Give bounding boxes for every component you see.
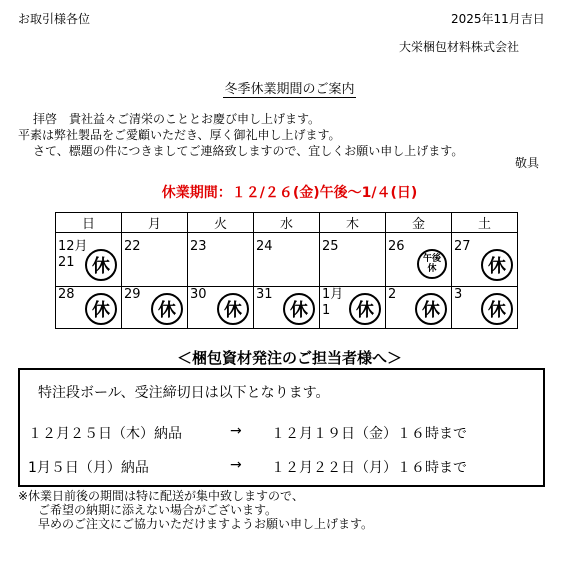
day-cell (56, 233, 122, 287)
arrow-2: → (230, 457, 242, 473)
day-cell (188, 287, 254, 329)
day-number: 3 (454, 287, 463, 302)
weekday-wed: 水 (254, 213, 320, 233)
calendar-week-2 (56, 287, 518, 329)
holiday-stamp: 休 (415, 293, 447, 325)
holiday-stamp: 休 (283, 293, 315, 325)
day-cell (254, 287, 320, 329)
deadline-intro: 特注段ボール、受注締切日は以下となります。 (38, 385, 330, 401)
day-cell (452, 287, 518, 329)
day-cell (320, 287, 386, 329)
day-number: 29 (124, 287, 141, 302)
day-cell (122, 287, 188, 329)
body-line-3: さて、標題の件につきましてご連絡致しますので、宜しくお願い申し上げます。 (33, 144, 464, 158)
delivery-date-2: 1月５日（月）納品 (28, 460, 149, 476)
issue-date: 2025年11月吉日 (451, 12, 545, 26)
company-name: 大栄梱包材料株式会社 (399, 40, 520, 54)
day-number: 22 (124, 239, 141, 254)
day-number: 27 (454, 239, 471, 254)
day-cell (386, 287, 452, 329)
body-line-1: 拝啓 貴社益々ご清栄のこととお慶び申し上げます。 (33, 112, 321, 126)
note-line-3: 早めのご注文にご協力いただけますようお願い申し上げます。 (38, 517, 374, 531)
contact-heading: ＜梱包資材発注のご担当者様へ＞ (176, 349, 402, 367)
day-cell (56, 287, 122, 329)
closing-word: 敬具 (515, 156, 540, 170)
holiday-calendar (55, 212, 518, 329)
day-number: 2 (388, 287, 397, 302)
stamp-top-text: 午後 (422, 254, 441, 264)
day-cell (452, 233, 518, 287)
weekday-sun: 日 (56, 213, 122, 233)
day-cell (320, 233, 386, 287)
day-cell (188, 233, 254, 287)
weekday-header-row (56, 213, 518, 233)
weekday-fri: 金 (386, 213, 452, 233)
afternoon-holiday-stamp (417, 249, 447, 279)
day-number: 25 (322, 239, 339, 254)
day-number: 31 (256, 287, 273, 302)
holiday-stamp: 休 (217, 293, 249, 325)
weekday-sat: 土 (452, 213, 518, 233)
note-line-2: ご希望の納期に添えない場合がございます。 (38, 503, 278, 517)
weekday-thu: 木 (320, 213, 386, 233)
body-line-2: 平素は弊社製品をご愛顧いただき、厚く御礼申し上げます。 (18, 128, 341, 142)
day-number: 30 (190, 287, 207, 302)
day-number: 24 (256, 239, 273, 254)
day-number: 12月 21 (58, 239, 88, 270)
order-deadline-2: １２月２２日（月）１６時まで (271, 460, 467, 476)
weekday-mon: 月 (122, 213, 188, 233)
holiday-stamp: 休 (349, 293, 381, 325)
day-number: 23 (190, 239, 207, 254)
order-deadline-box (18, 368, 545, 487)
holiday-stamp: 休 (151, 293, 183, 325)
document-title-text: 冬季休業期間のご案内 (224, 82, 355, 97)
day-cell (386, 233, 452, 287)
order-deadline-1: １２月１９日（金）１６時まで (271, 426, 467, 442)
day-cell (254, 233, 320, 287)
holiday-stamp: 休 (85, 249, 117, 281)
weekday-tue: 火 (188, 213, 254, 233)
stamp-bottom-text: 休 (427, 264, 437, 274)
day-cell (122, 233, 188, 287)
holiday-stamp: 休 (481, 293, 513, 325)
note-line-1: ※休業日前後の期間は特に配送が集中致しますので、 (18, 489, 304, 503)
holiday-period: 休業期間：１２/２６(金)午後～1/４(日) (161, 185, 418, 201)
day-number: 26 (388, 239, 405, 254)
delivery-date-1: １２月２５日（木）納品 (28, 426, 182, 442)
holiday-stamp: 休 (85, 293, 117, 325)
calendar-week-1 (56, 233, 518, 287)
holiday-stamp: 休 (481, 249, 513, 281)
day-number: 28 (58, 287, 75, 302)
arrow-1: → (230, 423, 242, 439)
document-title (0, 78, 579, 97)
addressee: お取引様各位 (18, 12, 91, 26)
day-number: 1月 1 (322, 287, 344, 318)
